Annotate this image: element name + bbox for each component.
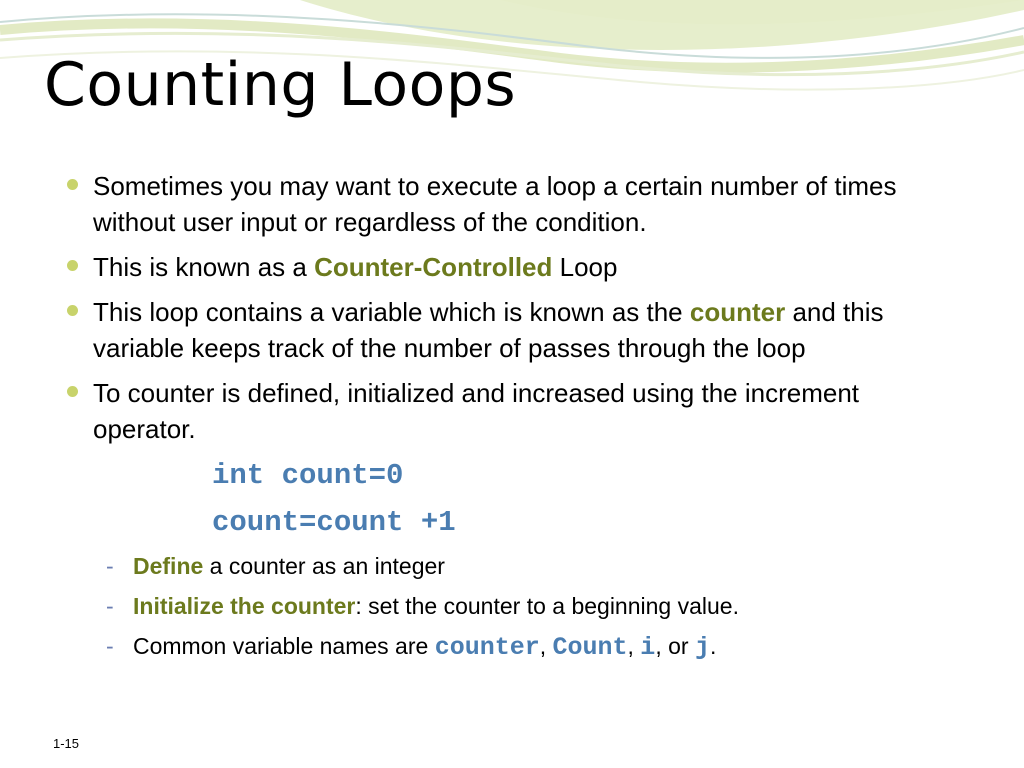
dash-marker: - — [106, 553, 114, 579]
keyword-highlight: Counter-Controlled — [314, 252, 553, 282]
code-line — [60, 456, 960, 494]
bullet-dot-icon — [67, 179, 78, 190]
sub-item — [60, 591, 960, 621]
bullet-text: Sometimes you may want to execute a loop a certain number of times without user input or regardless of the condition. — [93, 171, 897, 237]
code-text: counter — [434, 633, 540, 662]
separator: , — [627, 633, 641, 659]
bullet-item — [60, 294, 960, 366]
code-text: i — [640, 633, 656, 662]
bullet-dot-icon — [67, 305, 78, 316]
keyword-highlight: counter — [689, 297, 786, 327]
separator: , or — [655, 633, 695, 659]
slide-title: Counting Loops — [44, 50, 517, 120]
keyword-highlight: Initialize the counter — [133, 593, 356, 619]
bullet-item — [60, 375, 960, 447]
bullet-text: Loop — [552, 252, 618, 282]
sub-item — [60, 631, 960, 663]
bullet-text: This is known as a — [93, 252, 315, 282]
bullet-text: To counter is defined, initialized and increased using the increment operator. — [93, 378, 860, 444]
code-line — [60, 503, 960, 541]
bullet-dot-icon — [67, 260, 78, 271]
separator: , — [539, 633, 553, 659]
sub-item-text: a counter as an integer — [203, 553, 445, 579]
code-text: count=count +1 — [212, 506, 456, 539]
bullet-text: and this variable keeps track of the number of passes through the loop — [93, 297, 884, 363]
sub-item — [60, 551, 960, 581]
code-text: j — [694, 633, 710, 662]
code-text: int count=0 — [212, 459, 404, 492]
sub-item-text: Common variable names are — [133, 633, 435, 659]
bullet-dot-icon — [67, 386, 78, 397]
sub-item-text: : set the counter to a beginning value. — [355, 593, 739, 619]
keyword-highlight: Define — [133, 553, 204, 579]
bullet-item — [60, 168, 960, 240]
slide-number: 1-15 — [53, 736, 80, 751]
dash-marker: - — [106, 593, 114, 619]
bullet-text: This loop contains a variable which is known as the — [93, 297, 690, 327]
bullet-item — [60, 249, 960, 285]
dash-marker: - — [106, 633, 114, 659]
sub-item-text: . — [709, 633, 717, 659]
slide-content — [60, 168, 960, 663]
code-text: Count — [552, 633, 628, 662]
